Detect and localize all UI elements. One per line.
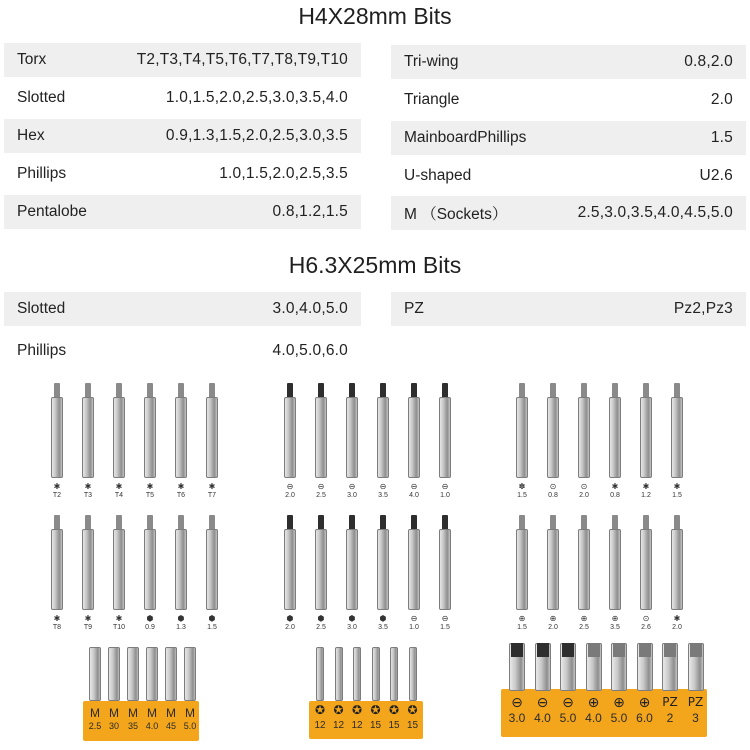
bit-symbol: ⊙ bbox=[642, 614, 650, 623]
spec-row bbox=[4, 43, 361, 77]
bit-shank bbox=[175, 529, 187, 610]
bit-size-label: 2.6 bbox=[641, 624, 651, 631]
tray-label-bottom: 35 bbox=[127, 721, 138, 731]
bit-shank bbox=[439, 397, 451, 478]
tray-label: 4.0 bbox=[585, 711, 602, 725]
tray-label: 2 bbox=[666, 711, 674, 725]
tray-label-bottom: 45 bbox=[165, 721, 176, 731]
bit-shank bbox=[408, 397, 420, 478]
bit-size-label: 3.5 bbox=[378, 624, 388, 631]
spec-row bbox=[391, 45, 746, 79]
bit-symbol: ✱ bbox=[642, 482, 650, 491]
tray-label-bottom: 5.0 bbox=[183, 721, 197, 731]
tray-label-top: M bbox=[109, 706, 119, 720]
bit-size-label: 0.8 bbox=[548, 492, 558, 499]
spec-name: Phillips bbox=[17, 342, 67, 359]
bit-symbol: ⊖ bbox=[410, 482, 418, 491]
spec-value: 3.0,4.0,5.0 bbox=[272, 300, 348, 317]
spec-name: Phillips bbox=[17, 165, 67, 182]
bit-size-label: T9 bbox=[83, 624, 93, 631]
bit-size-label: T6 bbox=[176, 492, 186, 499]
bit-shank bbox=[144, 529, 156, 610]
bit-size-label: 3.5 bbox=[378, 492, 388, 499]
bit-shank bbox=[377, 397, 389, 478]
tray-symbol: PZ bbox=[687, 695, 704, 709]
bit-symbol: ⬢ bbox=[379, 614, 387, 623]
bit-shank bbox=[206, 529, 218, 610]
large-bit-tip bbox=[562, 643, 574, 657]
bit-symbol: ⊕ bbox=[549, 614, 557, 623]
spec-value: 0.8,2.0 bbox=[684, 53, 733, 70]
bit-size-label: T7 bbox=[207, 492, 217, 499]
bit-size-label: 1.5 bbox=[207, 624, 217, 631]
bit-symbol: ✱ bbox=[115, 614, 123, 623]
bit-symbol: ⬢ bbox=[286, 614, 294, 623]
spec-value: Pz2,Pz3 bbox=[673, 300, 733, 317]
bit-symbol: ⊖ bbox=[441, 482, 449, 491]
tray-symbol: ✪ bbox=[370, 703, 381, 717]
spec-name: Triangle bbox=[404, 91, 460, 108]
large-bit-tip bbox=[537, 643, 549, 657]
socket-bit bbox=[108, 647, 120, 701]
bit-size-label: 1.5 bbox=[440, 624, 450, 631]
bit-size-label: 1.5 bbox=[672, 492, 682, 499]
tray-label: 6.0 bbox=[636, 711, 653, 725]
bit-size-label: 1.2 bbox=[641, 492, 651, 499]
tray-symbol: ⊕ bbox=[587, 695, 600, 711]
socket-bit bbox=[184, 647, 196, 701]
bit-size-label: T5 bbox=[145, 492, 155, 499]
large-bit-tip bbox=[511, 643, 523, 657]
bit-size-label: 2.0 bbox=[285, 624, 295, 631]
tray-symbol: ⊖ bbox=[536, 695, 549, 711]
bit-size-label: 2.5 bbox=[579, 624, 589, 631]
bit-shank bbox=[82, 397, 94, 478]
bit-shank bbox=[346, 529, 358, 610]
bit-symbol: ✱ bbox=[84, 614, 92, 623]
bit-size-label: 1.5 bbox=[517, 624, 527, 631]
bit-shank bbox=[206, 397, 218, 478]
spec-row bbox=[4, 292, 361, 326]
tray-label-top: M bbox=[128, 706, 138, 720]
pentalobe-bit bbox=[390, 647, 398, 701]
bit-shank bbox=[439, 529, 451, 610]
bit-size-label: 1.5 bbox=[517, 492, 527, 499]
spec-row bbox=[391, 121, 746, 155]
bit-shank bbox=[113, 529, 125, 610]
bit-size-label: 4.0 bbox=[409, 492, 419, 499]
tray-symbol: ✪ bbox=[333, 703, 344, 717]
large-bit-tip bbox=[690, 643, 702, 657]
bit-symbol: ✱ bbox=[673, 614, 681, 623]
tray-symbol: ⊖ bbox=[511, 695, 523, 711]
bit-symbol: ⊖ bbox=[410, 614, 418, 623]
bit-size-label: 2.0 bbox=[672, 624, 682, 631]
bit-shank bbox=[377, 529, 389, 610]
spec-value: 1.0,1.5,2.0,2.5,3.5 bbox=[219, 165, 348, 182]
spec-name: Pentalobe bbox=[17, 203, 87, 220]
bit-symbol: ✱ bbox=[53, 482, 61, 491]
spec-row bbox=[4, 119, 361, 153]
spec-name: PZ bbox=[404, 300, 424, 317]
bit-symbol: ✱ bbox=[611, 482, 619, 491]
bit-size-label: 2.0 bbox=[285, 492, 295, 499]
socket-bit bbox=[165, 647, 177, 701]
tray-label: 12 bbox=[351, 720, 363, 731]
large-bit-tip bbox=[664, 643, 676, 657]
bit-size-label: 3.0 bbox=[347, 492, 357, 499]
tray-label-top: M bbox=[90, 706, 100, 720]
bit-size-label: T8 bbox=[52, 624, 62, 631]
tray-label: 15 bbox=[369, 720, 382, 731]
spec-value: 2.5,3.0,3.5,4.0,4.5,5.0 bbox=[577, 204, 733, 221]
spec-name: Hex bbox=[17, 127, 45, 144]
bit-shank bbox=[315, 397, 327, 478]
tray-symbol: ✪ bbox=[314, 703, 326, 717]
tray-label-bottom: 2.5 bbox=[88, 721, 102, 731]
bit-shank bbox=[516, 397, 528, 478]
tray-symbol: PZ bbox=[662, 695, 678, 709]
spec-value: 4.0,5.0,6.0 bbox=[272, 342, 348, 359]
bit-symbol: ✱ bbox=[115, 482, 123, 491]
bit-symbol: ⊕ bbox=[611, 614, 619, 623]
bit-symbol: ⊖ bbox=[317, 482, 325, 491]
tray-label-top: M bbox=[166, 706, 176, 720]
bit-shank bbox=[640, 529, 652, 610]
bit-size-label: 2.0 bbox=[579, 492, 589, 499]
bit-size-label: 3.5 bbox=[610, 624, 620, 631]
bit-size-label: 1.0 bbox=[409, 624, 419, 631]
bit-symbol: ⊙ bbox=[549, 482, 557, 491]
bit-shank bbox=[578, 529, 590, 610]
bit-shank bbox=[284, 529, 296, 610]
bit-size-label: T2 bbox=[52, 492, 62, 499]
bit-shank bbox=[175, 397, 187, 478]
bit-shank bbox=[284, 397, 296, 478]
tray-label: 12 bbox=[314, 720, 326, 731]
bit-shank bbox=[547, 529, 559, 610]
spec-row bbox=[391, 196, 746, 230]
bit-shank bbox=[144, 397, 156, 478]
socket-bit bbox=[89, 647, 101, 701]
bit-size-label: 0.9 bbox=[145, 624, 155, 631]
tray-label: 15 bbox=[388, 720, 400, 731]
pentalobe-bit bbox=[316, 647, 324, 701]
bit-symbol: ⊕ bbox=[518, 614, 526, 623]
large-bit-tip bbox=[639, 643, 651, 657]
bit-shank bbox=[315, 529, 327, 610]
tray-label: 4.0 bbox=[534, 711, 551, 725]
spec-row bbox=[4, 157, 361, 191]
spec-value: 2.0 bbox=[710, 91, 733, 108]
bit-shank bbox=[113, 397, 125, 478]
bit-symbol: ⊖ bbox=[286, 482, 294, 491]
socket-bit bbox=[127, 647, 139, 701]
spec-value: U2.6 bbox=[699, 167, 733, 184]
spec-value: 0.9,1.3,1.5,2.0,2.5,3.0,3.5 bbox=[165, 127, 348, 144]
bit-shank bbox=[346, 397, 358, 478]
bit-shank bbox=[408, 529, 420, 610]
pentalobe-bit bbox=[372, 647, 380, 701]
bit-size-label: T3 bbox=[83, 492, 93, 499]
tray-symbol: ⊖ bbox=[562, 695, 574, 711]
bit-symbol: ⊖ bbox=[348, 482, 356, 491]
tray-symbol: ✪ bbox=[351, 703, 363, 717]
pentalobe-bit bbox=[353, 647, 361, 701]
spec-name: M （Sockets） bbox=[404, 206, 508, 223]
bit-size-label: 3.0 bbox=[347, 624, 357, 631]
tray-label: 12 bbox=[332, 720, 345, 731]
spec-row bbox=[4, 195, 361, 229]
spec-name: U-shaped bbox=[404, 167, 472, 184]
bit-shank bbox=[51, 397, 63, 478]
spec-name: Torx bbox=[17, 51, 47, 68]
large-bit-tip bbox=[588, 643, 600, 657]
bit-shank bbox=[671, 529, 683, 610]
pentalobe-bit bbox=[409, 647, 417, 701]
tray-label: 5.0 bbox=[559, 711, 577, 725]
bit-size-label: 2.5 bbox=[316, 624, 326, 631]
tray-label-bottom: 30 bbox=[108, 721, 119, 731]
spec-value: 1.5 bbox=[710, 129, 733, 146]
section-title-h4x28: H4X28mm Bits bbox=[298, 3, 452, 29]
bits-photo bbox=[0, 375, 750, 750]
tray-symbol: ⊕ bbox=[638, 695, 651, 711]
bit-size-label: 1.3 bbox=[176, 624, 186, 631]
bit-symbol: ✱ bbox=[53, 614, 61, 623]
spec-name: MainboardPhillips bbox=[404, 129, 527, 146]
bit-symbol: ✱ bbox=[208, 482, 216, 491]
spec-row bbox=[4, 334, 361, 368]
bit-symbol: ⊖ bbox=[379, 482, 387, 491]
tray-symbol: ⊕ bbox=[613, 695, 625, 711]
spec-name: Tri-wing bbox=[404, 53, 459, 70]
bit-size-label: 0.8 bbox=[610, 492, 620, 499]
spec-name: Slotted bbox=[17, 300, 66, 317]
bit-symbol: ⊖ bbox=[441, 614, 449, 623]
bit-symbol: ⬢ bbox=[208, 614, 216, 623]
bit-symbol: ⬢ bbox=[146, 614, 154, 623]
spec-value: 1.0,1.5,2.0,2.5,3.0,3.5,4.0 bbox=[165, 89, 348, 106]
bit-shank bbox=[671, 397, 683, 478]
tray-symbol: ✪ bbox=[407, 703, 418, 717]
spec-name: Slotted bbox=[17, 89, 66, 106]
bit-shank bbox=[609, 397, 621, 478]
bit-shank bbox=[82, 529, 94, 610]
bit-symbol: ⬢ bbox=[177, 614, 185, 623]
tray-label: 15 bbox=[406, 720, 419, 731]
bit-symbol: ⊙ bbox=[580, 482, 588, 491]
section-title-h63x25: H6.3X25mm Bits bbox=[288, 252, 462, 278]
bit-symbol: ✱ bbox=[84, 482, 92, 491]
tray-label: 3 bbox=[692, 711, 699, 725]
bit-shank bbox=[547, 397, 559, 478]
bit-shank bbox=[51, 529, 63, 610]
bit-symbol: ⊕ bbox=[580, 614, 588, 623]
bit-size-label: 2.0 bbox=[548, 624, 558, 631]
bit-size-label: T10 bbox=[112, 624, 126, 631]
bit-shank bbox=[516, 529, 528, 610]
spec-value: 0.8,1.2,1.5 bbox=[272, 203, 348, 220]
tray-label-top: M bbox=[147, 706, 157, 720]
large-bit-tip bbox=[613, 643, 625, 657]
spec-value: T2,T3,T4,T5,T6,T7,T8,T9,T10 bbox=[136, 51, 348, 68]
bit-symbol: ✱ bbox=[146, 482, 154, 491]
bit-symbol: ✽ bbox=[518, 482, 526, 491]
spec-row bbox=[391, 159, 746, 193]
bit-symbol: ⬢ bbox=[317, 614, 325, 623]
spec-row bbox=[391, 292, 746, 326]
bit-shank bbox=[640, 397, 652, 478]
bit-symbol: ✱ bbox=[177, 482, 185, 491]
tray-label-top: M bbox=[185, 706, 195, 720]
tray-label: 5.0 bbox=[610, 711, 628, 725]
pentalobe-bit bbox=[335, 647, 343, 701]
tray-symbol: ✪ bbox=[388, 703, 400, 717]
spec-row bbox=[4, 81, 361, 115]
bit-size-label: T4 bbox=[114, 492, 124, 499]
spec-row bbox=[391, 83, 746, 117]
bit-size-label: 1.0 bbox=[440, 492, 450, 499]
socket-bit bbox=[146, 647, 158, 701]
bit-shank bbox=[578, 397, 590, 478]
bit-shank bbox=[609, 529, 621, 610]
bit-symbol: ✱ bbox=[673, 482, 681, 491]
bit-size-label: 2.5 bbox=[316, 492, 326, 499]
tray-label-bottom: 4.0 bbox=[145, 721, 159, 731]
tray-label: 3.0 bbox=[508, 711, 526, 725]
bit-symbol: ⬢ bbox=[348, 614, 356, 623]
